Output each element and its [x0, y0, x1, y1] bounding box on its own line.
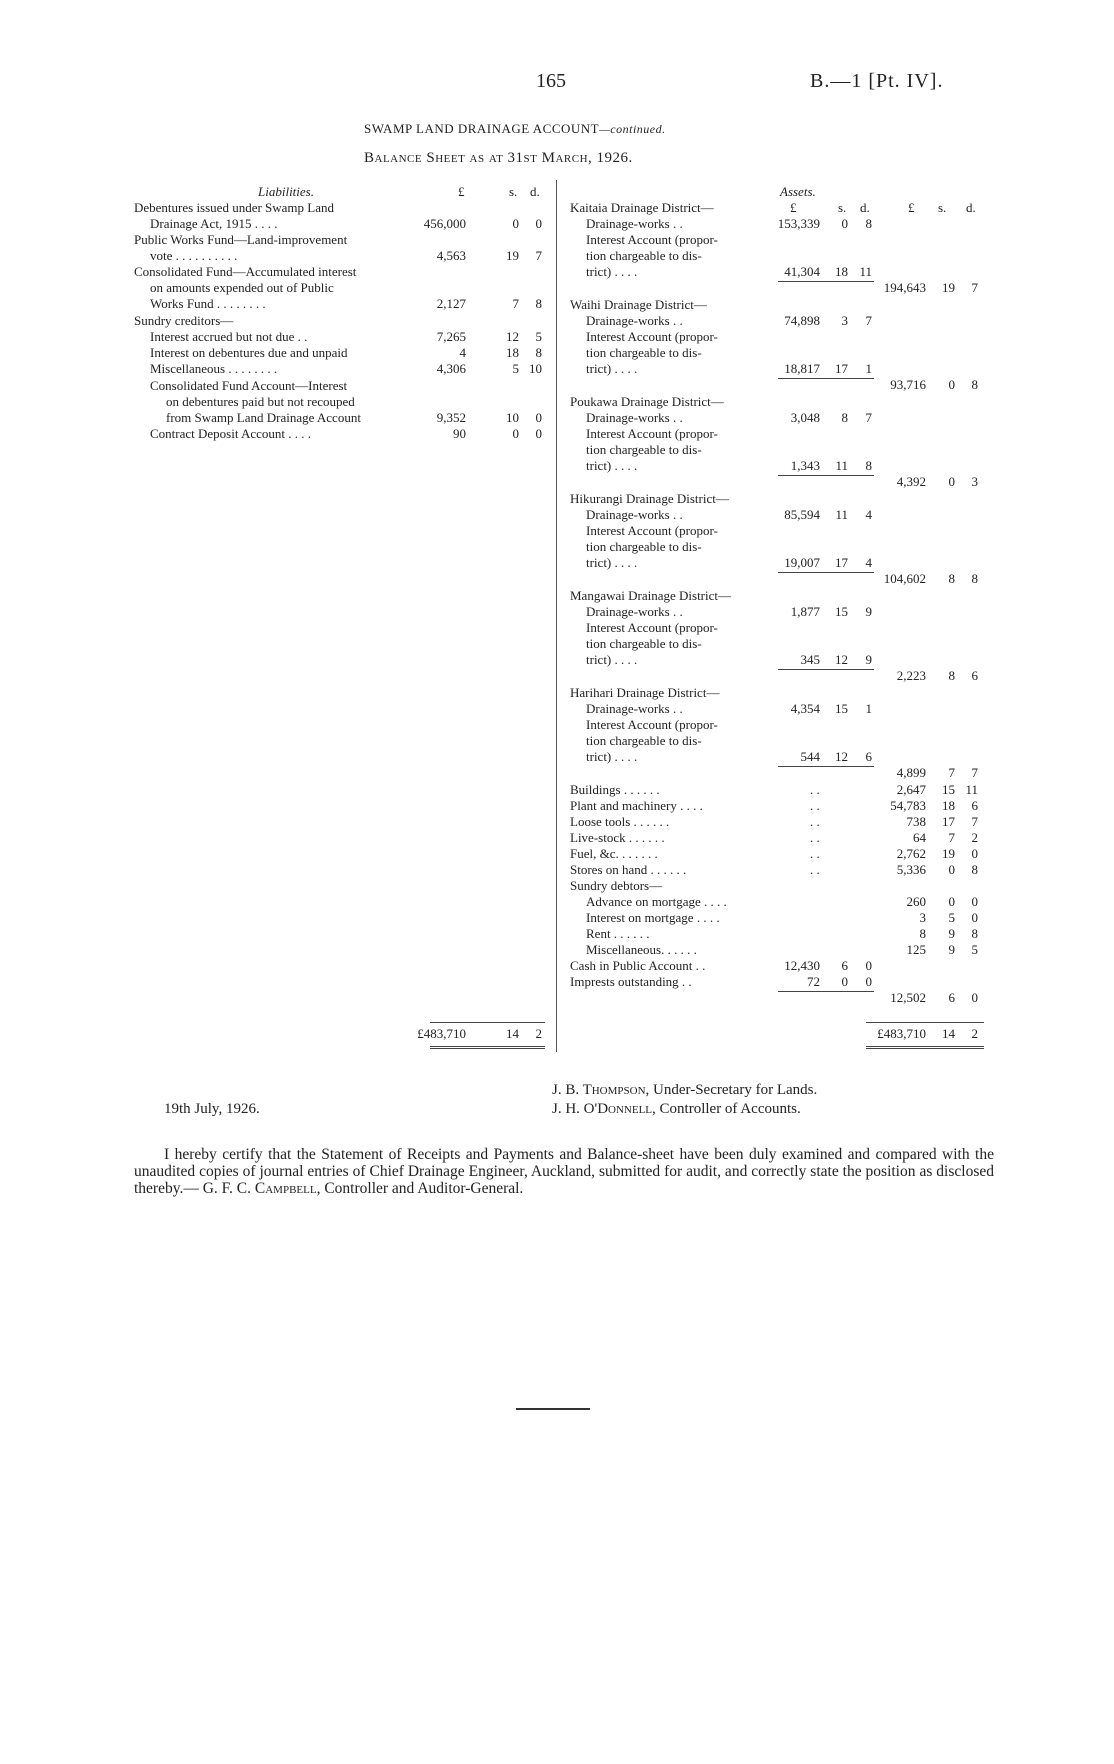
liabilities-amount-pounds: 9,352 — [436, 410, 466, 425]
liabilities-line: Miscellaneous . . . . . . . . — [150, 361, 278, 376]
audit-certificate — [134, 1146, 994, 1197]
liabilities-line: Contract Deposit Account . . . . — [150, 426, 312, 441]
auditor-name: G. F. C. Campbell, — [202, 1180, 321, 1197]
asset-line-amount-shillings: 15 — [942, 782, 955, 797]
asset-line-amount-pence: 2 — [971, 830, 978, 845]
sundry-debtor-amount-pence: 0 — [971, 894, 978, 909]
liabilities-amount-pounds: 456,000 — [423, 216, 466, 231]
district-interest-amount-pence: 4 — [865, 555, 872, 570]
sundry-debtor-amount-pence: 0 — [971, 910, 978, 925]
liabilities-line: Interest on debentures due and unpaid — [150, 345, 348, 360]
district-interest-amount-pounds: 18,817 — [784, 361, 820, 376]
assets-total-rule — [866, 1022, 984, 1023]
liabilities-amount-pounds: 4,563 — [436, 248, 466, 263]
liabilities-amount-pence: 8 — [535, 296, 542, 311]
asset-line-label: Fuel, &c. . . . . . . — [570, 846, 658, 861]
district-interest-amount-pounds: 544 — [800, 749, 820, 764]
assets-total-pounds: £483,710 — [877, 1026, 926, 1041]
column-divider — [556, 180, 557, 1052]
cash-total-pounds: 12,502 — [890, 990, 926, 1005]
liabilities-total-pence: 2 — [535, 1026, 542, 1041]
asset-line-leader: . . — [810, 782, 820, 797]
imprests-amount-pence: 0 — [865, 974, 872, 989]
document-reference: B.—1 [Pt. IV]. — [810, 70, 944, 92]
liabilities-line: Public Works Fund—Land-improvement — [134, 232, 348, 247]
district-works-amount-shillings: 8 — [841, 410, 848, 425]
asset-line-amount-pence: 7 — [971, 814, 978, 829]
signature-thompson — [552, 1082, 817, 1099]
district-total-pence: 3 — [971, 474, 978, 489]
district-works-amount-pounds: 1,877 — [790, 604, 820, 619]
district-total-shillings: 0 — [948, 474, 955, 489]
asset-line-amount-shillings: 7 — [948, 830, 955, 845]
liabilities-amount-shillings: 0 — [512, 426, 519, 441]
liabilities-line: Sundry creditors— — [134, 313, 234, 328]
district-works-amount-pence: 7 — [865, 313, 872, 328]
sundry-debtor-label: Rent . . . . . . — [586, 926, 650, 941]
liabilities-amount-shillings: 10 — [506, 410, 519, 425]
district-interest-label: trict) . . . . — [586, 652, 638, 667]
district-interest-label: tion chargeable to dis- — [586, 248, 702, 263]
sundry-debtor-label: Interest on mortgage . . . . — [586, 910, 720, 925]
district-works-amount-pounds: 3,048 — [790, 410, 820, 425]
asset-line-leader: . . — [810, 862, 820, 877]
district-works-amount-pence: 4 — [865, 507, 872, 522]
sundry-debtor-label: Miscellaneous. . . . . . — [586, 942, 697, 957]
district-name: Harihari Drainage District— — [570, 685, 720, 700]
asset-line-label: Stores on hand . . . . . . — [570, 862, 687, 877]
sundry-debtor-amount-pounds: 3 — [919, 910, 926, 925]
liabilities-line: Consolidated Fund Account—Interest — [150, 378, 348, 393]
asset-line-leader: . . — [810, 846, 820, 861]
district-works-amount-pounds: 74,898 — [784, 313, 820, 328]
liabilities-line: Interest accrued but not due . . — [150, 329, 308, 344]
district-works-label: Drainage-works . . — [586, 507, 683, 522]
district-interest-label: tion chargeable to dis- — [586, 733, 702, 748]
liabilities-amount-shillings: 19 — [506, 248, 519, 263]
district-works-label: Drainage-works . . — [586, 701, 683, 716]
cash-amount-pence: 0 — [865, 958, 872, 973]
district-works-amount-shillings: 0 — [841, 216, 848, 231]
liabilities-line: Drainage Act, 1915 . . . . — [150, 216, 278, 231]
district-interest-amount-pounds: 41,304 — [784, 264, 820, 279]
liabilities-amount-shillings: 7 — [512, 296, 519, 311]
district-total-pence: 7 — [971, 765, 978, 780]
liabilities-line: vote . . . . . . . . . . — [150, 248, 238, 263]
imprests-amount-pounds: 72 — [807, 974, 820, 989]
sundry-debtor-amount-pounds: 8 — [919, 926, 926, 941]
asset-line-amount-shillings: 0 — [948, 862, 955, 877]
district-works-label: Drainage-works . . — [586, 410, 683, 425]
sundry-debtor-amount-shillings: 9 — [948, 926, 955, 941]
asset-line-amount-shillings: 19 — [942, 846, 955, 861]
signature-odonnell — [552, 1101, 801, 1118]
asset-line-amount-pence: 6 — [971, 798, 978, 813]
imprests-label: Imprests outstanding . . — [570, 974, 692, 989]
sundry-debtor-amount-pounds: 260 — [906, 894, 926, 909]
liabilities-amount-pounds: 90 — [453, 426, 466, 441]
liabilities-amount-pounds: 2,127 — [436, 296, 466, 311]
asset-line-amount-pence: 8 — [971, 862, 978, 877]
liabilities-amount-pence: 8 — [535, 345, 542, 360]
asset-line-amount-pounds: 738 — [906, 814, 926, 829]
liabilities-total-shillings: 14 — [506, 1026, 519, 1041]
imprests-amount-shillings: 0 — [841, 974, 848, 989]
signature-odonnell-title: Controller of Accounts. — [659, 1101, 801, 1117]
district-interest-amount-shillings: 17 — [835, 361, 848, 376]
liabilities-amount-shillings: 5 — [512, 361, 519, 376]
assets-col-pounds: £ — [790, 200, 797, 215]
district-interest-amount-pence: 11 — [859, 264, 872, 279]
district-total-pounds: 104,602 — [883, 571, 926, 586]
assets-col-shillings-total: s. — [938, 200, 947, 215]
sundry-debtor-amount-shillings: 5 — [948, 910, 955, 925]
asset-line-amount-pence: 0 — [971, 846, 978, 861]
signature-odonnell-name: J. H. O'Donnell, — [552, 1101, 656, 1117]
signature-thompson-title: Under-Secretary for Lands. — [653, 1082, 818, 1098]
cash-label: Cash in Public Account . . — [570, 958, 706, 973]
asset-line-amount-pence: 11 — [965, 782, 978, 797]
district-works-amount-shillings: 11 — [835, 507, 848, 522]
district-interest-amount-pounds: 1,343 — [790, 458, 820, 473]
liabilities-heading: Liabilities. — [258, 184, 314, 199]
district-interest-label: tion chargeable to dis- — [586, 539, 702, 554]
liabilities-amount-pence: 10 — [529, 361, 542, 376]
district-name: Poukawa Drainage District— — [570, 394, 724, 409]
signature-date: 19th July, 1926. — [164, 1101, 260, 1117]
district-interest-label: Interest Account (propor- — [586, 329, 718, 344]
district-works-label: Drainage-works . . — [586, 604, 683, 619]
signature-thompson-name: J. B. Thompson, — [552, 1082, 650, 1098]
assets-total-double-rule — [866, 1046, 984, 1049]
district-works-label: Drainage-works . . — [586, 313, 683, 328]
sundry-debtor-amount-shillings: 0 — [948, 894, 955, 909]
district-total-shillings: 7 — [948, 765, 955, 780]
district-name: Hikurangi Drainage District— — [570, 491, 729, 506]
district-interest-amount-shillings: 12 — [835, 652, 848, 667]
asset-line-amount-shillings: 17 — [942, 814, 955, 829]
district-interest-label: trict) . . . . — [586, 555, 638, 570]
district-total-pence: 8 — [971, 571, 978, 586]
assets-heading: Assets. — [780, 184, 816, 199]
district-works-amount-pence: 8 — [865, 216, 872, 231]
liabilities-line: on debentures paid but not recouped — [166, 394, 355, 409]
district-works-amount-pence: 7 — [865, 410, 872, 425]
district-total-shillings: 8 — [948, 668, 955, 683]
district-interest-label: Interest Account (propor- — [586, 717, 718, 732]
cash-amount-shillings: 6 — [841, 958, 848, 973]
liabilities-amount-pence: 5 — [535, 329, 542, 344]
district-interest-amount-pounds: 345 — [800, 652, 820, 667]
audit-certificate-text: I hereby certify that the Statement of Receipts and Payments and Balance-sheet have been duly examined and compared with the unaudited copies of journal entries of Chief Drainage Engineer, Auckland, submitted for audit, and correctly state the position as disclosed thereby.— — [134, 1146, 994, 1197]
sundry-debtor-label: Advance on mortgage . . . . — [586, 894, 727, 909]
district-total-pence: 6 — [971, 668, 978, 683]
auditor-title: Controller and Auditor-General. — [324, 1180, 524, 1197]
district-interest-label: tion chargeable to dis- — [586, 636, 702, 651]
page-number: 165 — [536, 70, 566, 92]
liabilities-amount-shillings: 12 — [506, 329, 519, 344]
district-works-label: Drainage-works . . — [586, 216, 683, 231]
district-works-amount-pounds: 4,354 — [790, 701, 820, 716]
district-name: Waihi Drainage District— — [570, 297, 707, 312]
district-total-pounds: 93,716 — [890, 377, 926, 392]
asset-line-leader: . . — [810, 830, 820, 845]
district-works-amount-pence: 9 — [865, 604, 872, 619]
district-interest-label: Interest Account (propor- — [586, 620, 718, 635]
district-name: Mangawai Drainage District— — [570, 588, 732, 603]
district-interest-label: Interest Account (propor- — [586, 523, 718, 538]
asset-line-amount-pounds: 54,783 — [890, 798, 926, 813]
district-works-amount-shillings: 3 — [841, 313, 848, 328]
liabilities-amount-pence: 0 — [535, 426, 542, 441]
district-total-pounds: 2,223 — [896, 668, 926, 683]
sundry-debtor-amount-shillings: 9 — [948, 942, 955, 957]
balance-sheet-title: Balance Sheet as at 31st March, 1926. — [364, 150, 633, 166]
assets-total-shillings: 14 — [942, 1026, 955, 1041]
district-total-shillings: 0 — [948, 377, 955, 392]
district-total-shillings: 8 — [948, 571, 955, 586]
district-works-amount-pence: 1 — [865, 701, 872, 716]
liabilities-col-pence: d. — [530, 184, 540, 199]
liabilities-line: on amounts expended out of Public — [150, 280, 334, 295]
district-interest-label: trict) . . . . — [586, 458, 638, 473]
district-interest-label: Interest Account (propor- — [586, 426, 718, 441]
assets-col-pence-total: d. — [966, 200, 976, 215]
liabilities-total-pounds: £483,710 — [417, 1026, 466, 1041]
sundry-debtors-heading: Sundry debtors— — [570, 878, 663, 893]
district-total-shillings: 19 — [942, 280, 955, 295]
liabilities-amount-pounds: 7,265 — [436, 329, 466, 344]
sundry-debtor-amount-pounds: 125 — [906, 942, 926, 957]
district-works-amount-shillings: 15 — [835, 604, 848, 619]
liabilities-amount-pounds: 4,306 — [436, 361, 466, 376]
liabilities-col-pounds: £ — [458, 184, 465, 199]
assets-col-pounds-total: £ — [908, 200, 915, 215]
asset-line-leader: . . — [810, 814, 820, 829]
district-total-pence: 8 — [971, 377, 978, 392]
liabilities-line: Consolidated Fund—Accumulated interest — [134, 264, 357, 279]
district-interest-label: trict) . . . . — [586, 749, 638, 764]
district-total-pence: 7 — [971, 280, 978, 295]
district-interest-label: trict) . . . . — [586, 264, 638, 279]
cash-total-shillings: 6 — [948, 990, 955, 1005]
account-title-continued: —continued. — [599, 122, 666, 136]
district-interest-label: trict) . . . . — [586, 361, 638, 376]
district-interest-amount-pence: 9 — [865, 652, 872, 667]
cash-total-pence: 0 — [971, 990, 978, 1005]
liabilities-amount-pence: 0 — [535, 216, 542, 231]
district-works-amount-pounds: 153,339 — [777, 216, 820, 231]
liabilities-amount-shillings: 18 — [506, 345, 519, 360]
asset-line-label: Live-stock . . . . . . — [570, 830, 665, 845]
asset-line-amount-pounds: 64 — [913, 830, 926, 845]
liabilities-line: from Swamp Land Drainage Account — [166, 410, 361, 425]
district-works-amount-shillings: 15 — [835, 701, 848, 716]
district-interest-amount-pence: 1 — [865, 361, 872, 376]
asset-line-label: Plant and machinery . . . . — [570, 798, 703, 813]
district-interest-label: tion chargeable to dis- — [586, 345, 702, 360]
assets-col-shillings: s. — [838, 200, 847, 215]
district-works-amount-pounds: 85,594 — [784, 507, 820, 522]
district-interest-amount-pence: 6 — [865, 749, 872, 764]
asset-line-label: Loose tools . . . . . . — [570, 814, 670, 829]
liabilities-amount-shillings: 0 — [512, 216, 519, 231]
liabilities-total-rule — [430, 1022, 545, 1023]
sundry-debtor-amount-pence: 8 — [971, 926, 978, 941]
asset-line-leader: . . — [810, 798, 820, 813]
district-interest-amount-pence: 8 — [865, 458, 872, 473]
asset-line-amount-pounds: 2,647 — [896, 782, 926, 797]
assets-col-pence: d. — [860, 200, 870, 215]
asset-line-amount-pounds: 2,762 — [896, 846, 926, 861]
district-interest-amount-shillings: 18 — [835, 264, 848, 279]
closing-rule — [516, 1408, 590, 1410]
asset-line-label: Buildings . . . . . . — [570, 782, 660, 797]
district-name: Kaitaia Drainage District— — [570, 200, 714, 215]
liabilities-amount-pounds: 4 — [459, 345, 466, 360]
liabilities-amount-pence: 7 — [535, 248, 542, 263]
district-interest-amount-shillings: 12 — [835, 749, 848, 764]
district-total-pounds: 194,643 — [883, 280, 926, 295]
asset-line-amount-shillings: 18 — [942, 798, 955, 813]
district-interest-label: Interest Account (propor- — [586, 232, 718, 247]
district-interest-amount-shillings: 11 — [835, 458, 848, 473]
liabilities-col-shillings: s. — [509, 184, 518, 199]
liabilities-line: Works Fund . . . . . . . . — [150, 296, 266, 311]
district-total-pounds: 4,899 — [896, 765, 926, 780]
sundry-debtor-amount-pence: 5 — [971, 942, 978, 957]
asset-line-amount-pounds: 5,336 — [896, 862, 926, 877]
account-title — [364, 121, 666, 137]
district-interest-amount-shillings: 17 — [835, 555, 848, 570]
district-total-pounds: 4,392 — [896, 474, 926, 489]
liabilities-amount-pence: 0 — [535, 410, 542, 425]
account-title-main: SWAMP LAND DRAINAGE ACCOUNT — [364, 121, 600, 136]
district-interest-label: tion chargeable to dis- — [586, 442, 702, 457]
cash-amount-pounds: 12,430 — [784, 958, 820, 973]
liabilities-line: Debentures issued under Swamp Land — [134, 200, 335, 215]
district-interest-amount-pounds: 19,007 — [784, 555, 820, 570]
liabilities-total-double-rule — [430, 1046, 545, 1049]
assets-total-pence: 2 — [971, 1026, 978, 1041]
